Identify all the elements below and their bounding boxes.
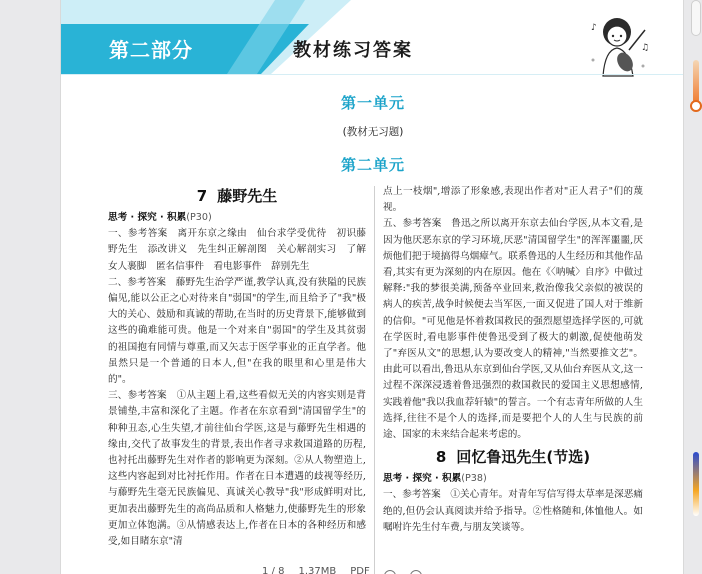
lesson7-answer-2: 二、参考答案 藤野先生治学严谨,教学认真,没有狭隘的民族偏见,能以公正之心对待来自"弱国"的学生,而且给予了"我"极大的关心、鼓励和真诚的帮助,在当时的历史背景下,能够做到这些的确难能可贵。他是一个对来自"弱国"的学生及其贫弱的祖国抱有同情与尊重,而又矢志于医学事业的正直学者。他虽然只是一个普通的日本人,但"在我的眼里和心里是伟大的"。 xyxy=(108,276,366,386)
lesson8-section-text: 思考 · 探究 · 积累 xyxy=(383,473,462,485)
unit1-heading: 第一单元 xyxy=(340,94,405,112)
lesson8-name: 回忆鲁迅先生(节选) xyxy=(456,448,591,467)
answers-title: 教材练习答案 xyxy=(293,40,413,61)
scroll-thumb-lower[interactable] xyxy=(693,452,699,516)
lesson7-page-ref: (P30) xyxy=(186,212,212,223)
lesson7-title xyxy=(108,184,366,208)
file-size: 1.37MB xyxy=(298,566,337,574)
bottom-toolbar xyxy=(262,562,482,574)
scroll-knob[interactable] xyxy=(690,100,702,112)
lesson7-answer-5: 五、参考答案 鲁迅之所以离开东京去仙台学医,从本文看,是因为他厌恶东京的学习环境,厌恶"清国留学生"的浑浑噩噩,厌烦他们把于境搞得乌烟瘴气。联系鲁迅的人生经历和其他作品看,其实有更为深刻的内在原因。他在《〈呐喊〉自序》中做过解释:"我的梦很美满,预备卒业回来,救治像我父亲似的被误的病人的疾苦,战争时候便去当军医,一面又促进了国人对于维新的信仰。"可见他是怀着救国救民的强烈愿望选择学医的,可就在学医时,看电影事件使鲁迅受到了极大的刺激,促使他萌发了"弃医从文"的思想,认为要改变人的精神,"当然要推文艺"。由此可以看出,鲁迅从东京到仙台学医,又从仙台弃医从文,这一过程不深深浸透着鲁迅强烈的救国救民的爱国主义思想感情,实践着他"我以我血荐轩辕"的誓言。一个有志青年所做的人生选择,往往不是个人的选择,而是要把个人的人生与民族的前途、国家的未来结合起来考虑的。 xyxy=(383,218,643,441)
lesson7-section-text: 思考 · 探究 · 积累 xyxy=(108,212,187,223)
unit2-heading: 第二单元 xyxy=(340,156,405,174)
svg-text:♪: ♪ xyxy=(591,23,597,33)
right-column xyxy=(383,184,643,536)
zoom-in-icon[interactable] xyxy=(410,570,422,574)
lesson8-number: 8 xyxy=(435,448,447,467)
lesson7-answer-3: 三、参考答案 ①从主题上看,这些看似无关的内容实则是背景铺垫,丰富和深化了主题。作者在东京看到"清国留学生"的种种丑态,心生失望,才前往仙台学医,这是与藤野先生相遇的缘由,交代了故事发生的背景,表出作者寻求救国道路的历程,也衬托出藤野先生对作者的影响更为深刻。②从人物塑造上,这些内容起到对比衬托作用。作者在日本遭遇的歧视等经历,与藤野先生毫无民族偏见、真诚关心教导"我"形成鲜明对比,更加表出藤野先生的高尚品质和人格魅力,使藤野先生的形象更加立体饱满。③从情感表达上,作者在日本的各种经历和感受,如目睹东京"清 xyxy=(108,390,366,548)
column-divider xyxy=(374,186,375,574)
scroll-thumb-upper[interactable] xyxy=(693,60,699,104)
lesson8-answer-1: 一、参考答案 ①关心青年。对青年写信写得太草率是深恶痛绝的,但仍会认真阅读并给予指导。②性格随和,体恤他人。如嘱咐许先生付车费,与朋友笑谈等。 xyxy=(383,489,643,533)
zoom-out-icon[interactable] xyxy=(384,570,396,574)
scroll-up-button[interactable] xyxy=(691,0,701,36)
lesson7-answer-4-tail: 点上一枝烟",增添了形象感,表现出作者对"正人君子"们的蔑视。 xyxy=(383,186,643,214)
lesson7-answer-1: 一、参考答案 离开东京之缘由 仙台求学受优待 初识藤野先生 添改讲义 先生纠正解剖图 关心解剖实习 了解女人裹脚 匿名信事件 看电影事件 辞别先生 xyxy=(108,228,366,272)
left-column xyxy=(108,184,366,550)
lesson7-name: 藤野先生 xyxy=(217,187,278,205)
lesson8-section-label xyxy=(383,471,643,487)
part-label: 第二部分 xyxy=(109,38,193,62)
file-type: PDF xyxy=(350,566,370,574)
lesson8-title xyxy=(383,445,643,469)
unit1-note: (教材无习题) xyxy=(342,126,404,138)
lesson7-section-label xyxy=(108,210,366,226)
girl-violin-illustration xyxy=(583,10,653,80)
vertical-scrollbar[interactable] xyxy=(690,0,702,574)
pdf-page xyxy=(60,0,684,574)
page-indicator[interactable]: 1 / 8 xyxy=(262,566,285,574)
lesson7-number: 7 xyxy=(196,187,208,205)
header-rule xyxy=(61,74,684,75)
lesson8-page-ref: (P38) xyxy=(461,473,487,485)
svg-text:♫: ♫ xyxy=(641,43,650,53)
